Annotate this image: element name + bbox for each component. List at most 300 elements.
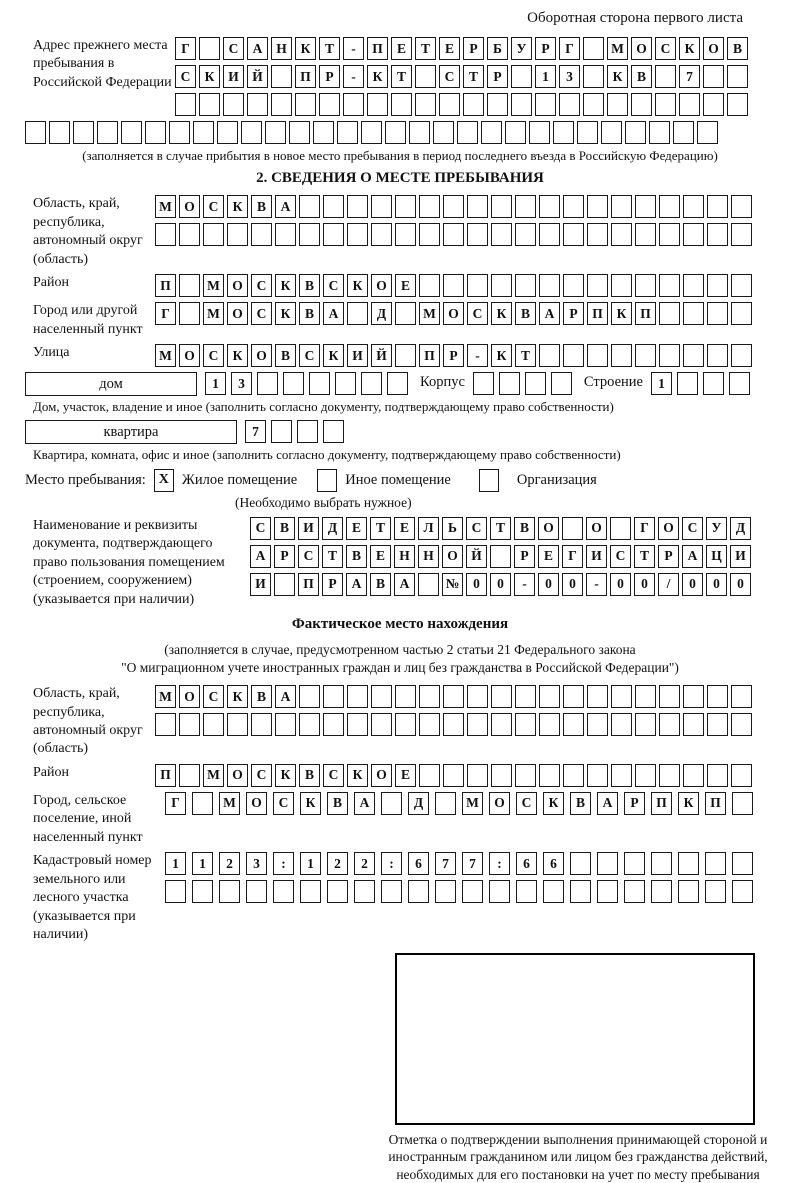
char-cell <box>655 65 676 88</box>
char-cell <box>265 121 286 144</box>
char-cell <box>443 764 464 787</box>
char-cell: П <box>295 65 316 88</box>
char-cell: О <box>631 37 652 60</box>
char-cell: Р <box>563 302 584 325</box>
char-cell <box>515 274 536 297</box>
char-cell: К <box>491 344 512 367</box>
prev-address-row-3 <box>175 93 748 116</box>
char-cell: Т <box>391 65 412 88</box>
char-cell <box>678 852 699 875</box>
apartment-note: Квартира, комната, офис и иное (заполнить согласно документу, подтверждающему право собственности) <box>33 447 621 463</box>
char-cell: А <box>275 195 296 218</box>
region-row-2 <box>155 223 752 246</box>
char-cell <box>271 420 292 443</box>
char-cell <box>408 880 429 903</box>
char-cell: В <box>514 517 535 540</box>
char-cell <box>731 223 752 246</box>
char-cell <box>539 195 560 218</box>
char-cell <box>563 713 584 736</box>
region-row-1 <box>155 195 752 218</box>
char-cell <box>193 121 214 144</box>
char-cell <box>257 372 278 395</box>
char-cell <box>587 685 608 708</box>
residence-type-note: (Необходимо выбрать нужное) <box>235 494 412 510</box>
char-cell <box>705 880 726 903</box>
char-cell <box>419 713 440 736</box>
char-cell: О <box>489 792 510 815</box>
char-cell: С <box>682 517 703 540</box>
char-cell: О <box>227 302 248 325</box>
char-cell <box>433 121 454 144</box>
char-cell <box>515 713 536 736</box>
char-cell <box>515 223 536 246</box>
actual-district-row <box>155 764 752 787</box>
char-cell: М <box>419 302 440 325</box>
char-cell <box>563 195 584 218</box>
char-cell: С <box>250 517 271 540</box>
char-cell: Р <box>514 545 535 568</box>
char-cell: К <box>347 764 368 787</box>
char-cell <box>299 223 320 246</box>
char-cell <box>343 93 364 116</box>
char-cell <box>435 792 456 815</box>
char-cell <box>659 195 680 218</box>
char-cell <box>467 195 488 218</box>
char-cell: О <box>227 764 248 787</box>
char-cell <box>327 880 348 903</box>
char-cell <box>607 93 628 116</box>
char-cell <box>271 65 292 88</box>
char-cell <box>683 302 704 325</box>
char-cell <box>635 274 656 297</box>
char-cell <box>683 685 704 708</box>
char-cell <box>227 713 248 736</box>
char-cell <box>703 372 724 395</box>
char-cell: К <box>611 302 632 325</box>
char-cell: В <box>274 517 295 540</box>
char-cell <box>563 344 584 367</box>
char-cell: А <box>346 573 367 596</box>
char-cell: К <box>300 792 321 815</box>
char-cell <box>295 93 316 116</box>
prev-address-overflow-row <box>25 121 775 144</box>
char-cell <box>300 880 321 903</box>
char-cell <box>361 121 382 144</box>
street-block <box>25 344 775 367</box>
korpus-label: Корпус <box>420 374 465 391</box>
char-cell <box>515 764 536 787</box>
char-cell <box>499 372 520 395</box>
char-cell: 6 <box>516 852 537 875</box>
char-cell <box>611 764 632 787</box>
char-cell: - <box>467 344 488 367</box>
char-cell: 6 <box>543 852 564 875</box>
char-cell: П <box>298 573 319 596</box>
char-cell <box>635 713 656 736</box>
char-cell <box>467 685 488 708</box>
char-cell <box>319 93 340 116</box>
char-cell <box>707 685 728 708</box>
char-cell: О <box>443 302 464 325</box>
char-cell <box>443 274 464 297</box>
char-cell <box>273 880 294 903</box>
char-cell: К <box>275 302 296 325</box>
char-cell: О <box>251 344 272 367</box>
char-cell <box>371 713 392 736</box>
char-cell: С <box>203 195 224 218</box>
char-cell <box>659 274 680 297</box>
section2-title: 2. СВЕДЕНИЯ О МЕСТЕ ПРЕБЫВАНИЯ <box>256 170 544 187</box>
char-cell <box>683 764 704 787</box>
residence-option-2-checkbox <box>317 469 337 492</box>
char-cell: Р <box>463 37 484 60</box>
char-cell: Г <box>175 37 196 60</box>
char-cell <box>659 764 680 787</box>
char-cell <box>635 685 656 708</box>
confirmation-stamp-note: Отметка о подтверждении выполнения принимающей стороной и иностранным гражданином или лицом без гражданства действий, необходимых для его постановки на учет по месту пребывания <box>388 1131 768 1182</box>
char-cell <box>467 274 488 297</box>
char-cell: - <box>514 573 535 596</box>
char-cell: Р <box>487 65 508 88</box>
char-cell <box>371 223 392 246</box>
char-cell <box>155 713 176 736</box>
char-cell: М <box>155 685 176 708</box>
char-cell: 0 <box>682 573 703 596</box>
page-side-note: Оборотная сторона первого листа <box>527 10 743 26</box>
char-cell: К <box>678 792 699 815</box>
street-row <box>155 344 752 367</box>
house-row <box>25 372 775 396</box>
char-cell <box>731 764 752 787</box>
char-cell: В <box>299 302 320 325</box>
prev-address-block <box>25 37 775 116</box>
prev-address-rows <box>175 37 748 116</box>
char-cell: 7 <box>679 65 700 88</box>
char-cell <box>625 121 646 144</box>
char-cell: К <box>199 65 220 88</box>
house-box: дом <box>25 372 197 396</box>
char-cell <box>367 93 388 116</box>
char-cell: К <box>227 344 248 367</box>
char-cell: О <box>371 274 392 297</box>
char-cell <box>587 764 608 787</box>
district-row <box>155 274 752 297</box>
char-cell <box>463 93 484 116</box>
char-cell: И <box>250 573 271 596</box>
char-cell: А <box>394 573 415 596</box>
korpus-cells <box>473 372 572 395</box>
district-block <box>25 274 775 297</box>
cadastral-row-2 <box>165 880 753 903</box>
char-cell: С <box>299 344 320 367</box>
char-cell: В <box>299 764 320 787</box>
char-cell <box>659 302 680 325</box>
char-cell <box>707 764 728 787</box>
char-cell: С <box>516 792 537 815</box>
char-cell: Ь <box>442 517 463 540</box>
char-cell <box>539 685 560 708</box>
char-cell: : <box>489 852 510 875</box>
char-cell: А <box>250 545 271 568</box>
char-cell <box>635 764 656 787</box>
char-cell: В <box>251 195 272 218</box>
char-cell: Р <box>658 545 679 568</box>
char-cell <box>251 223 272 246</box>
char-cell <box>570 880 591 903</box>
char-cell <box>587 195 608 218</box>
char-cell: 1 <box>535 65 556 88</box>
char-cell <box>535 93 556 116</box>
char-cell <box>587 223 608 246</box>
char-cell: Т <box>319 37 340 60</box>
char-cell <box>731 302 752 325</box>
char-cell <box>683 274 704 297</box>
char-cell: 2 <box>219 852 240 875</box>
char-cell: О <box>703 37 724 60</box>
apartment-row <box>25 420 775 444</box>
char-cell <box>481 121 502 144</box>
char-cell: В <box>327 792 348 815</box>
char-cell: Б <box>487 37 508 60</box>
char-cell: И <box>347 344 368 367</box>
char-cell: С <box>467 302 488 325</box>
char-cell: Е <box>391 37 412 60</box>
char-cell: С <box>466 517 487 540</box>
char-cell: Т <box>634 545 655 568</box>
title-document-label: Наименование и реквизиты документа, подтверждающего право пользования помещением (строением, сооружением) (указывается при наличии) <box>33 517 225 607</box>
title-document-block <box>25 517 775 610</box>
char-cell <box>418 573 439 596</box>
char-cell: К <box>275 274 296 297</box>
char-cell <box>443 713 464 736</box>
char-cell <box>275 713 296 736</box>
char-cell <box>635 195 656 218</box>
char-cell: К <box>491 302 512 325</box>
char-cell <box>587 344 608 367</box>
char-cell <box>659 223 680 246</box>
residence-option-2-label: Иное помещение <box>345 471 451 488</box>
char-cell <box>473 372 494 395</box>
char-cell <box>563 685 584 708</box>
char-cell <box>727 65 748 88</box>
char-cell: Г <box>155 302 176 325</box>
char-cell <box>516 880 537 903</box>
char-cell: А <box>247 37 268 60</box>
title-document-row-3 <box>250 573 751 596</box>
char-cell <box>179 713 200 736</box>
char-cell <box>529 121 550 144</box>
char-cell: И <box>730 545 751 568</box>
char-cell: : <box>273 852 294 875</box>
char-cell <box>683 713 704 736</box>
char-cell <box>697 121 718 144</box>
char-cell <box>563 223 584 246</box>
char-cell: 1 <box>651 372 672 395</box>
char-cell <box>611 685 632 708</box>
char-cell: / <box>658 573 679 596</box>
char-cell: Н <box>418 545 439 568</box>
char-cell <box>587 713 608 736</box>
char-cell <box>415 93 436 116</box>
char-cell <box>271 93 292 116</box>
char-cell <box>395 195 416 218</box>
char-cell: И <box>223 65 244 88</box>
char-cell: Д <box>730 517 751 540</box>
char-cell <box>299 713 320 736</box>
char-cell: В <box>515 302 536 325</box>
char-cell: С <box>203 344 224 367</box>
char-cell: Т <box>322 545 343 568</box>
char-cell <box>515 685 536 708</box>
char-cell: Г <box>634 517 655 540</box>
char-cell <box>505 121 526 144</box>
char-cell: Е <box>395 274 416 297</box>
char-cell: У <box>706 517 727 540</box>
char-cell: А <box>597 792 618 815</box>
char-cell: К <box>543 792 564 815</box>
char-cell: В <box>275 344 296 367</box>
char-cell: В <box>631 65 652 88</box>
char-cell <box>223 93 244 116</box>
char-cell: И <box>298 517 319 540</box>
char-cell <box>539 764 560 787</box>
char-cell <box>313 121 334 144</box>
char-cell: Е <box>346 517 367 540</box>
char-cell <box>203 713 224 736</box>
char-cell: В <box>370 573 391 596</box>
char-cell: 1 <box>300 852 321 875</box>
char-cell: К <box>367 65 388 88</box>
char-cell: С <box>610 545 631 568</box>
char-cell: Т <box>415 37 436 60</box>
char-cell: А <box>323 302 344 325</box>
house-note: Дом, участок, владение и иное (заполнить согласно документу, подтверждающему право собственности) <box>33 399 614 415</box>
district-label: Район <box>33 275 69 291</box>
char-cell: О <box>179 195 200 218</box>
char-cell <box>299 195 320 218</box>
char-cell <box>335 372 356 395</box>
char-cell <box>381 880 402 903</box>
char-cell <box>199 37 220 60</box>
char-cell: Г <box>562 545 583 568</box>
char-cell: Й <box>466 545 487 568</box>
actual-city-block <box>25 792 775 847</box>
char-cell <box>192 792 213 815</box>
char-cell <box>707 713 728 736</box>
char-cell: Й <box>371 344 392 367</box>
char-cell <box>289 121 310 144</box>
char-cell: 0 <box>634 573 655 596</box>
char-cell <box>705 852 726 875</box>
char-cell: Г <box>559 37 580 60</box>
char-cell <box>631 93 652 116</box>
char-cell <box>703 93 724 116</box>
char-cell <box>97 121 118 144</box>
char-cell <box>443 223 464 246</box>
actual-region-row-2 <box>155 713 752 736</box>
apartment-cells <box>245 420 344 443</box>
char-cell: 2 <box>327 852 348 875</box>
char-cell <box>251 713 272 736</box>
char-cell <box>323 420 344 443</box>
char-cell <box>570 852 591 875</box>
char-cell <box>419 274 440 297</box>
city-label: Город или другой населенный пункт <box>33 303 143 337</box>
region-label: Область, край, республика, автономный округ (область) <box>33 196 143 267</box>
char-cell <box>587 274 608 297</box>
char-cell <box>727 93 748 116</box>
cadastral-rows <box>165 852 753 944</box>
char-cell <box>563 274 584 297</box>
char-cell <box>683 195 704 218</box>
char-cell: : <box>381 852 402 875</box>
char-cell <box>395 685 416 708</box>
char-cell: Е <box>439 37 460 60</box>
prev-address-note: (заполняется в случае прибытия в новое место пребывания в период последнего въезда в Российскую Федерацию) <box>82 148 718 163</box>
char-cell <box>179 302 200 325</box>
char-cell: Р <box>624 792 645 815</box>
residence-option-1-checkbox: X <box>154 469 174 492</box>
char-cell: К <box>227 685 248 708</box>
char-cell <box>683 344 704 367</box>
actual-district-block <box>25 764 775 787</box>
char-cell: Р <box>443 344 464 367</box>
title-document-row-2 <box>250 545 751 568</box>
char-cell <box>611 274 632 297</box>
char-cell <box>395 713 416 736</box>
char-cell: - <box>343 37 364 60</box>
char-cell: К <box>275 764 296 787</box>
char-cell <box>323 223 344 246</box>
char-cell <box>673 121 694 144</box>
char-cell <box>361 372 382 395</box>
char-cell <box>323 195 344 218</box>
city-block <box>25 302 775 339</box>
char-cell: О <box>658 517 679 540</box>
char-cell <box>731 344 752 367</box>
char-cell <box>395 223 416 246</box>
char-cell <box>624 852 645 875</box>
char-cell <box>611 344 632 367</box>
char-cell: А <box>354 792 375 815</box>
char-cell <box>732 792 753 815</box>
char-cell <box>435 880 456 903</box>
char-cell: К <box>347 274 368 297</box>
char-cell: М <box>607 37 628 60</box>
char-cell <box>731 713 752 736</box>
char-cell: Р <box>274 545 295 568</box>
char-cell: 2 <box>354 852 375 875</box>
residence-option-1-label: Жилое помещение <box>181 471 298 488</box>
char-cell: М <box>219 792 240 815</box>
region-block <box>25 195 775 269</box>
char-cell <box>179 274 200 297</box>
char-cell: Н <box>271 37 292 60</box>
char-cell: В <box>299 274 320 297</box>
char-cell: 1 <box>165 852 186 875</box>
char-cell: - <box>343 65 364 88</box>
char-cell: М <box>155 344 176 367</box>
char-cell: Н <box>394 545 415 568</box>
char-cell <box>467 764 488 787</box>
char-cell: 0 <box>490 573 511 596</box>
char-cell: М <box>203 302 224 325</box>
char-cell: К <box>323 344 344 367</box>
cadastral-block <box>25 852 775 944</box>
stroenie-label: Строение <box>583 374 643 391</box>
actual-district-label: Район <box>33 764 69 780</box>
char-cell <box>169 121 190 144</box>
